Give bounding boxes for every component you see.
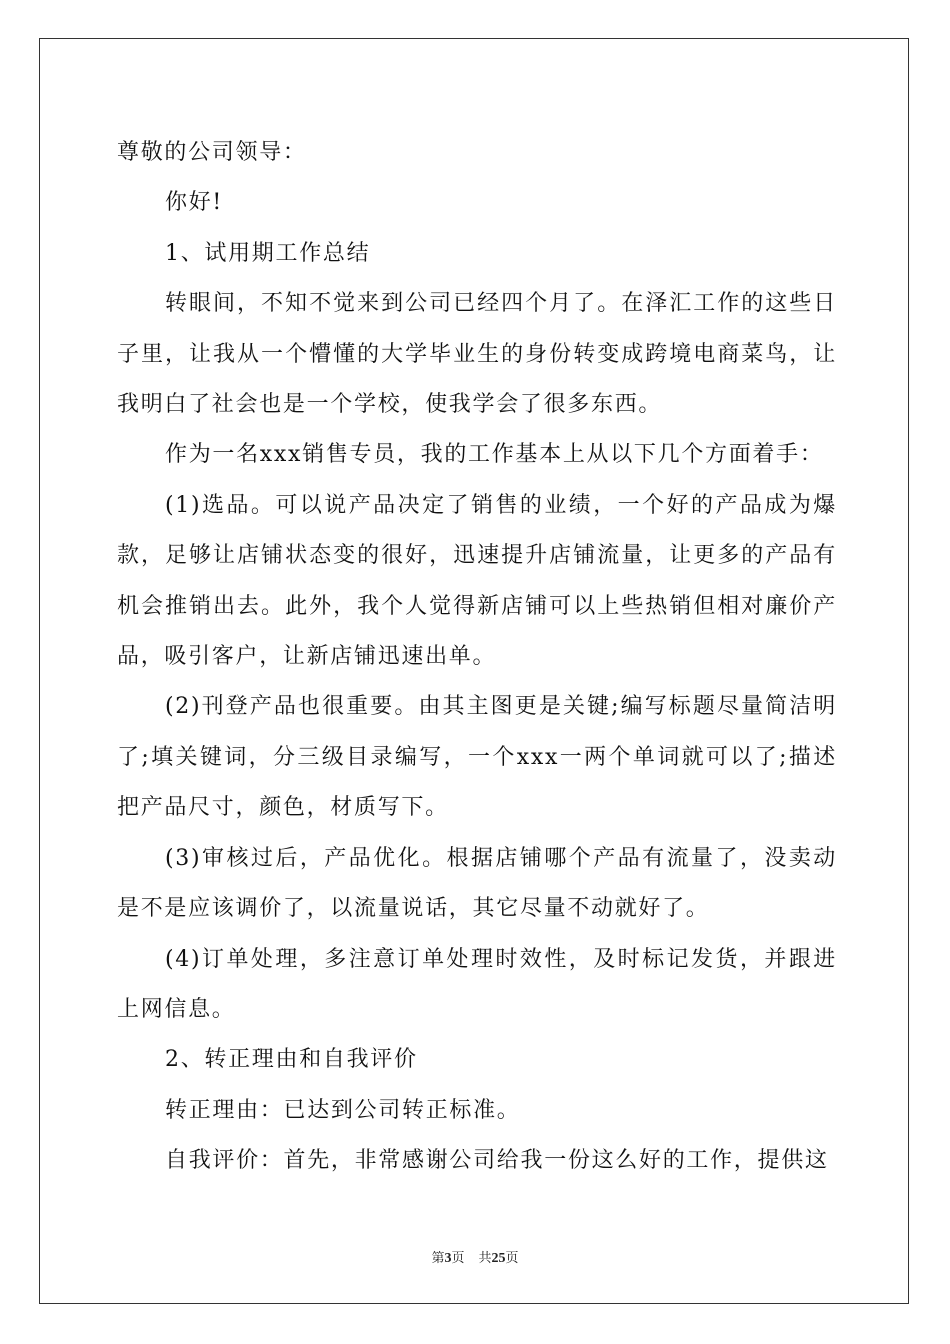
paragraph-role: 作为一名xxx销售专员，我的工作基本上从以下几个方面着手：	[165, 442, 824, 468]
total-pages: 25	[491, 1251, 506, 1266]
paragraph-intro: 转眼间，不知不觉来到公司已经四个月了。在泽汇工作的这些日子里，让我从一个懵懂的大学毕业生的身份转变成跨境电商菜鸟，让我明白了社会也是一个学校，使我学会了很多东西。	[117, 291, 837, 418]
page-number: 3	[444, 1251, 452, 1266]
paragraph-item-1: (1)选品。可以说产品决定了销售的业绩，一个好的产品成为爆款，足够让店铺状态变的很好，迅速提升店铺流量，让更多的产品有机会推销出去。此外，我个人觉得新店铺可以上些热销但相对廉价产品，吸引客户，让新店铺迅速出单。	[117, 492, 837, 670]
page-footer	[0, 1247, 950, 1267]
page-suffix: 页	[451, 1251, 465, 1266]
paragraph-item-3: (3)审核过后，产品优化。根据店铺哪个产品有流量了，没卖动是不是应该调价了，以流量说话，其它尽量不动就好了。	[117, 845, 837, 922]
paragraph-self-eval: 自我评价：首先，非常感谢公司给我一份这么好的工作，提供这	[165, 1148, 829, 1174]
page-prefix: 第	[431, 1251, 445, 1266]
paragraph-item-4: (4)订单处理，多注意订单处理时效性，及时标记发货，并跟进上网信息。	[117, 946, 837, 1022]
total-prefix: 共	[478, 1251, 492, 1266]
section-heading-2: 2、转正理由和自我评价	[165, 1047, 418, 1073]
paragraph-reason: 转正理由：已达到公司转正标准。	[165, 1097, 521, 1123]
document-body	[117, 128, 837, 1187]
paragraph-item-2: (2)刊登产品也很重要。由其主图更是关键;编写标题尽量简洁明了;填关键词，分三级目录编写，一个xxx一两个单词就可以了;描述把产品尺寸，颜色，材质写下。	[117, 694, 837, 821]
greeting: 你好!	[165, 190, 223, 216]
salutation: 尊敬的公司领导：	[117, 140, 307, 165]
total-suffix: 页	[505, 1251, 519, 1266]
section-heading-1: 1、试用期工作总结	[165, 240, 371, 266]
